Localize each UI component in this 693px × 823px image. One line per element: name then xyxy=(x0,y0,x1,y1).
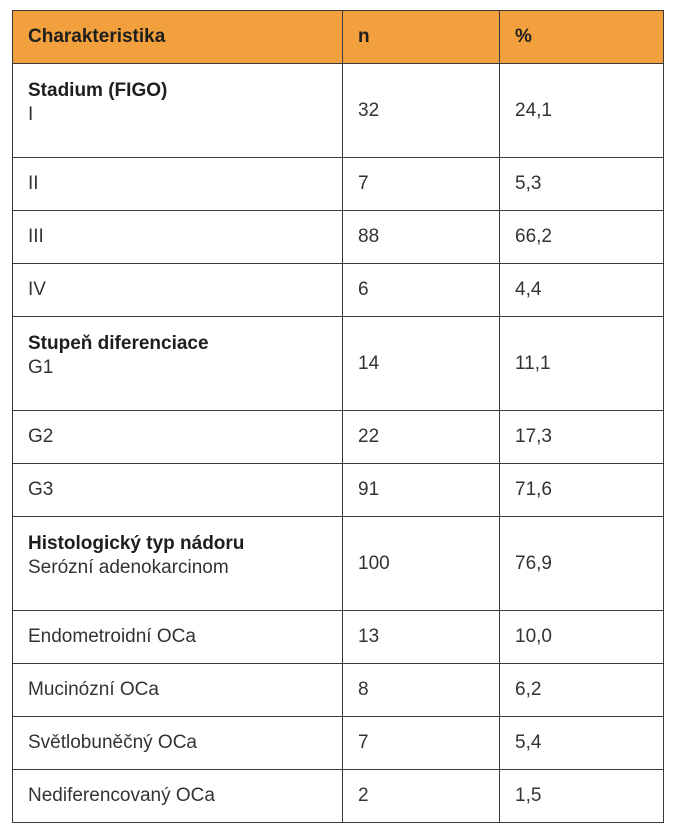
table-row xyxy=(13,64,664,158)
row-label: G2 xyxy=(13,411,343,464)
row-percent: 76,9 xyxy=(500,517,664,611)
header-percent: % xyxy=(500,11,664,64)
row-label: III xyxy=(13,211,343,264)
header-characteristic: Charakteristika xyxy=(13,11,343,64)
characteristics-table xyxy=(12,10,664,823)
row-label: IV xyxy=(13,264,343,317)
table-wrapper xyxy=(12,10,664,823)
row-percent: 11,1 xyxy=(500,317,664,411)
table-row xyxy=(13,664,664,717)
table-row xyxy=(13,464,664,517)
row-percent: 6,2 xyxy=(500,664,664,717)
row-label xyxy=(13,317,343,411)
row-label: Nediferencovaný OCa xyxy=(13,770,343,823)
row-percent: 24,1 xyxy=(500,64,664,158)
row-n: 8 xyxy=(343,664,500,717)
row-label: Mucinózní OCa xyxy=(13,664,343,717)
row-label: G3 xyxy=(13,464,343,517)
row-label: Světlobuněčný OCa xyxy=(13,717,343,770)
row-percent: 10,0 xyxy=(500,611,664,664)
row-percent: 5,4 xyxy=(500,717,664,770)
group-title: Histologický typ nádoru xyxy=(28,533,245,554)
row-percent: 1,5 xyxy=(500,770,664,823)
row-n: 91 xyxy=(343,464,500,517)
table-row xyxy=(13,264,664,317)
row-percent: 66,2 xyxy=(500,211,664,264)
row-label: Endometroidní OCa xyxy=(13,611,343,664)
table-row xyxy=(13,158,664,211)
table-row xyxy=(13,211,664,264)
row-percent: 4,4 xyxy=(500,264,664,317)
row-label-text: G1 xyxy=(28,357,54,378)
row-n: 88 xyxy=(343,211,500,264)
row-n: 22 xyxy=(343,411,500,464)
row-n: 6 xyxy=(343,264,500,317)
table-row xyxy=(13,317,664,411)
row-label: II xyxy=(13,158,343,211)
row-n: 7 xyxy=(343,158,500,211)
row-n: 7 xyxy=(343,717,500,770)
row-percent: 17,3 xyxy=(500,411,664,464)
row-percent: 5,3 xyxy=(500,158,664,211)
row-n: 32 xyxy=(343,64,500,158)
row-n: 14 xyxy=(343,317,500,411)
table-row xyxy=(13,517,664,611)
table-row xyxy=(13,770,664,823)
row-n: 13 xyxy=(343,611,500,664)
row-n: 100 xyxy=(343,517,500,611)
header-row xyxy=(13,11,664,64)
row-label xyxy=(13,517,343,611)
header-n: n xyxy=(343,11,500,64)
group-title: Stupeň diferenciace xyxy=(28,333,209,354)
row-n: 2 xyxy=(343,770,500,823)
row-label-text: Serózní adenokarcinom xyxy=(28,557,229,578)
table-row xyxy=(13,717,664,770)
group-title: Stadium (FIGO) xyxy=(28,80,168,101)
table-row xyxy=(13,611,664,664)
row-label xyxy=(13,64,343,158)
row-label-text: I xyxy=(28,104,34,125)
row-percent: 71,6 xyxy=(500,464,664,517)
table-row xyxy=(13,411,664,464)
